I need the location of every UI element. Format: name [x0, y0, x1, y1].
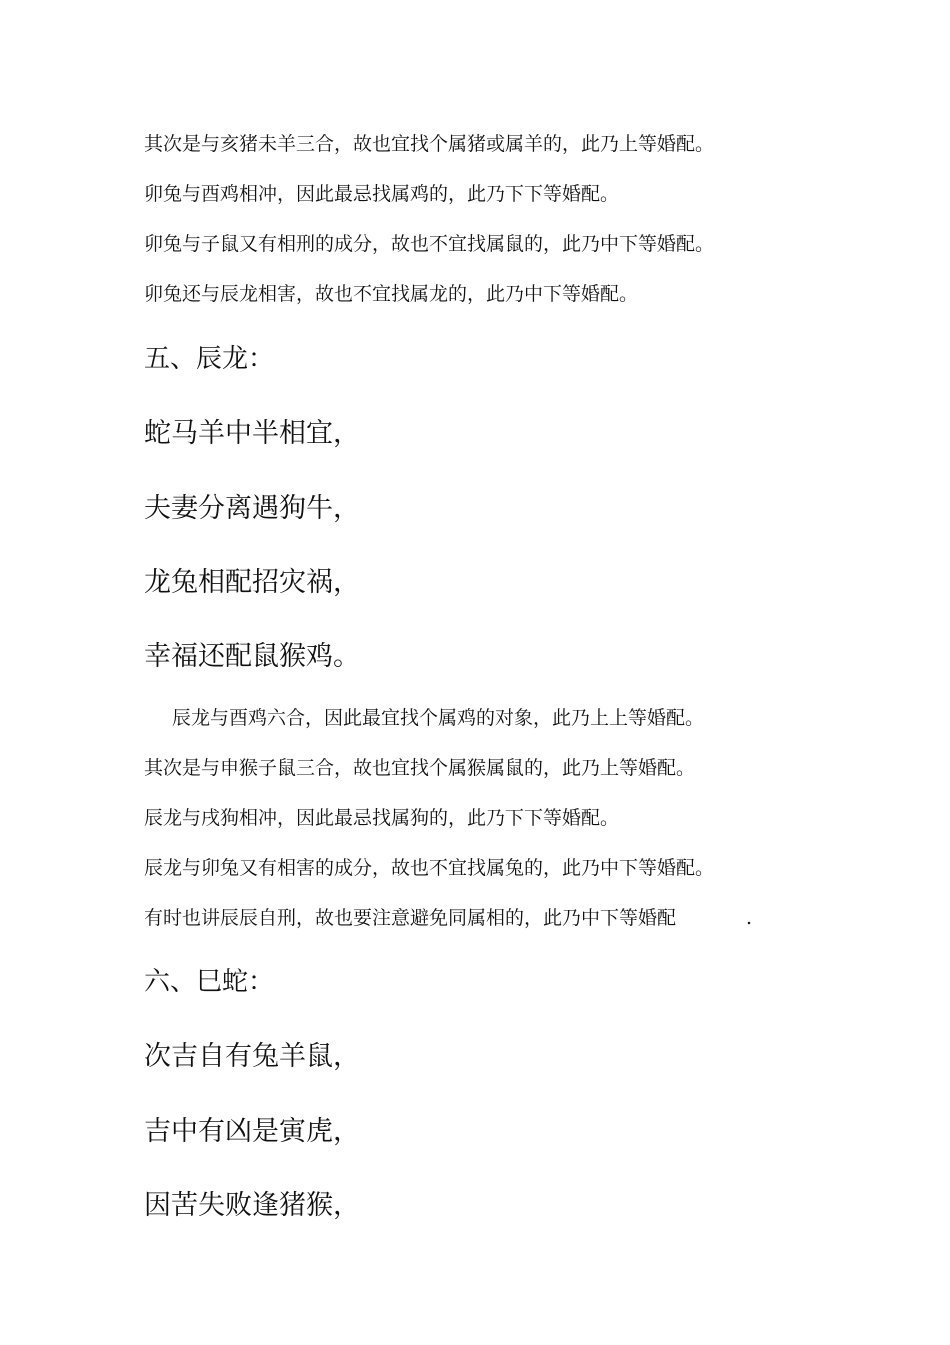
text-line: 卯兔还与辰龙相害，故也不宜找属龙的，此乃中下等婚配。 — [144, 283, 639, 305]
text-line: 卯兔与酉鸡相冲，因此最忌找属鸡的，此乃下下等婚配。 — [144, 183, 620, 205]
text-line: 辰龙与戌狗相冲，因此最忌找属狗的，此乃下下等婚配。 — [144, 807, 620, 829]
text-line: 卯兔与子鼠又有相刑的成分，故也不宜找属鼠的，此乃中下等婚配。 — [144, 233, 715, 255]
section-heading-dragon: 五、辰龙： — [144, 344, 275, 374]
verse-line: 因苦失败逢猪猴， — [144, 1190, 360, 1221]
text-line: 辰龙与卯兔又有相害的成分，故也不宜找属兔的，此乃中下等婚配。 — [144, 857, 715, 879]
text-line: 其次是与申猴子鼠三合，故也宜找个属猴属鼠的，此乃上等婚配。 — [144, 757, 696, 779]
verse-line: 夫妻分离遇狗牛， — [144, 493, 360, 524]
verse-line: 吉中有凶是寅虎， — [144, 1116, 360, 1147]
verse-line: 次吉自有兔羊鼠， — [144, 1041, 360, 1072]
text-line: 其次是与亥猪未羊三合，故也宜找个属猪或属羊的，此乃上等婚配。 — [144, 133, 715, 155]
section-heading-snake: 六、巳蛇： — [144, 967, 275, 997]
trailing-period: . — [746, 907, 753, 929]
text-line: 辰龙与酉鸡六合，因此最宜找个属鸡的对象，此乃上上等婚配。 — [172, 707, 705, 729]
verse-line: 幸福还配鼠猴鸡。 — [144, 641, 360, 672]
verse-line: 蛇马羊中半相宜， — [144, 418, 360, 449]
verse-line: 龙兔相配招灾祸， — [144, 567, 360, 598]
text-line: 有时也讲辰辰自刑，故也要注意避免同属相的，此乃中下等婚配 — [144, 907, 677, 929]
